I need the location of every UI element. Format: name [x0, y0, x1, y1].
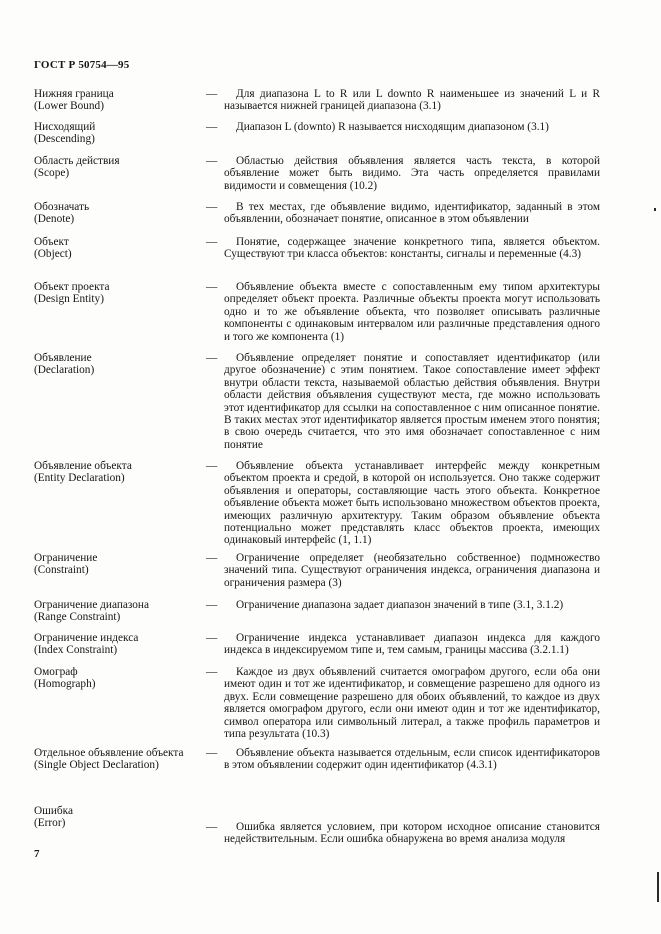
dash: —: [206, 201, 218, 213]
term: [34, 155, 200, 180]
scan-mark-top-right: [654, 208, 656, 211]
dash: —: [206, 666, 218, 678]
term-ru: Ограничение индекса: [34, 632, 139, 644]
term-ru: Отдельное объявление объекта: [34, 747, 184, 759]
definition: В тех местах, где объявление видимо, идентификатор, заданный в этом объявлении, обозначает понятие, описанное в этом объявлении: [224, 201, 600, 226]
term-ru: Нисходящий: [34, 121, 96, 133]
term: [34, 632, 200, 657]
term: [34, 599, 200, 624]
definition: Диапазон L (downto) R называется нисходящим диапазоном (3.1): [236, 121, 549, 133]
term-ru: Ограничение: [34, 552, 98, 564]
term-en: (Design Entity): [34, 293, 104, 306]
term-ru: Объявление: [34, 352, 92, 364]
definition: Областью действия объявления является часть текста, в которой объявление может быть видимо. Эта часть определяется правилами видимости и совмещения (10.2): [224, 155, 600, 192]
term: [34, 352, 200, 377]
term-en: (Declaration): [34, 364, 95, 377]
term-ru: Область действия: [34, 155, 120, 167]
dash: —: [206, 155, 218, 167]
definition: Понятие, содержащее значение конкретного типа, является объектом. Существуют три класса объектов: константы, сигналы и переменные (4.3): [224, 236, 600, 261]
dash: —: [206, 121, 218, 133]
dash: —: [206, 236, 218, 248]
document-header: ГОСТ Р 50754—95: [34, 59, 130, 71]
page-number: 7: [34, 848, 40, 860]
term-en: (Homograph): [34, 678, 96, 691]
term: [34, 460, 200, 485]
term-ru: Омограф: [34, 666, 78, 678]
term-ru: Обозначать: [34, 201, 90, 213]
term-ru: Объявление объекта: [34, 460, 132, 472]
definition: Ошибка является условием, при котором исходное описание становится недействительным. Если ошибка обнаружена во время анализа модуля: [224, 821, 600, 846]
definition: Ограничение индекса устанавливает диапазон индекса для каждого индекса в индексируемом типе и, тем самым, границы массива (3.2.1.1): [224, 632, 600, 657]
term: [34, 805, 200, 830]
term-ru: Объект проекта: [34, 281, 110, 293]
dash: —: [206, 552, 218, 564]
dash: —: [206, 281, 218, 293]
definition: Для диапазона L to R или L downto R наименьшее из значений L и R называется нижней границей диапазона (3.1): [224, 88, 600, 113]
term-en: (Lower Bound): [34, 100, 104, 113]
term: [34, 236, 200, 261]
term-en: (Error): [34, 817, 66, 830]
term-en: (Range Constraint): [34, 611, 121, 624]
term: [34, 666, 200, 691]
definition: Каждое из двух объявлений считается омографом другого, если оба они имеют один и тот же идентификатор, и совмещение разрешено для одного из двух. Если совмещение разрешено для обоих объявлений, то каждое из двух является омографом другого, если они имеют один и тот же идентификатор, символ оператора или символьный литерал, а также профиль параметров и типа результата (10.3): [224, 666, 600, 741]
definition: Объявление объекта устанавливает интерфейс между конкретным объектом проекта и средой, в которой он используется. Оно также содержит объявления и операторы, составляющие часть этого объекта. Конкретное объявление объекта может быть использовано множеством объектов проекта, имеющих различную архитектуру. Таким образом объявление объекта потенциально может представлять класс объектов проекта, имеющих одинаковый интерфейс (1, 1.1): [224, 460, 600, 547]
dash: —: [206, 352, 218, 364]
definition: Объявление объекта называется отдельным, если список идентификаторов в этом объявлении содержит один идентификатор (4.3.1): [224, 747, 600, 772]
term-en: (Entity Declaration): [34, 472, 125, 485]
dash: —: [206, 460, 218, 472]
scan-mark-bottom-right: [657, 872, 659, 902]
dash: —: [206, 632, 218, 644]
term-ru: Объект: [34, 236, 69, 248]
term-ru: Нижняя граница: [34, 88, 114, 100]
term-en: (Scope): [34, 167, 70, 180]
dash: —: [206, 599, 218, 611]
definition: Объявление определяет понятие и сопоставляет идентификатор (или другое обозначение) с этим понятием. Такое сопоставление имеет эффект внутри области текста, называемой областью действия объявления. Внутри области действия объявления существуют места, где можно использовать этот идентификатор для ссылки на сопоставленное с ним описанное понятие. В таких местах этот идентификатор является простым именем этого понятия; в свою очередь считается, что это имя обозначает сопоставленное с ним понятие: [224, 352, 600, 451]
term-en: (Constraint): [34, 564, 89, 577]
term: [34, 201, 200, 226]
dash: —: [206, 747, 218, 759]
term: [34, 281, 200, 306]
term-en: (Index Constraint): [34, 644, 118, 657]
term-ru: Ошибка: [34, 805, 73, 817]
term: [34, 747, 200, 772]
term-en: (Denote): [34, 213, 75, 226]
term: [34, 88, 200, 113]
definition: Ограничение диапазона задает диапазон значений в типе (3.1, 3.1.2): [236, 599, 564, 611]
definition: Объявление объекта вместе с сопоставленным ему типом архитектуры определяет объект проекта. Различные объекты проекта могут использовать одно и то же объявление объекта, что позволяет описывать различные компоненты с одинаковым интервалом или различные представления одного и того же компонента (1): [224, 281, 600, 343]
term-en: (Descending): [34, 133, 95, 146]
term-ru: Ограничение диапазона: [34, 599, 149, 611]
term: [34, 121, 200, 146]
definition: Ограничение определяет (необязательно собственное) подмножество значений типа. Существуют ограничения индекса, ограничения диапазона и ограничения размера (3): [224, 552, 600, 589]
term: [34, 552, 200, 577]
term-en: (Object): [34, 248, 72, 261]
term-en: (Single Object Declaration): [34, 759, 159, 772]
dash: —: [206, 88, 218, 100]
dash: —: [206, 821, 218, 833]
